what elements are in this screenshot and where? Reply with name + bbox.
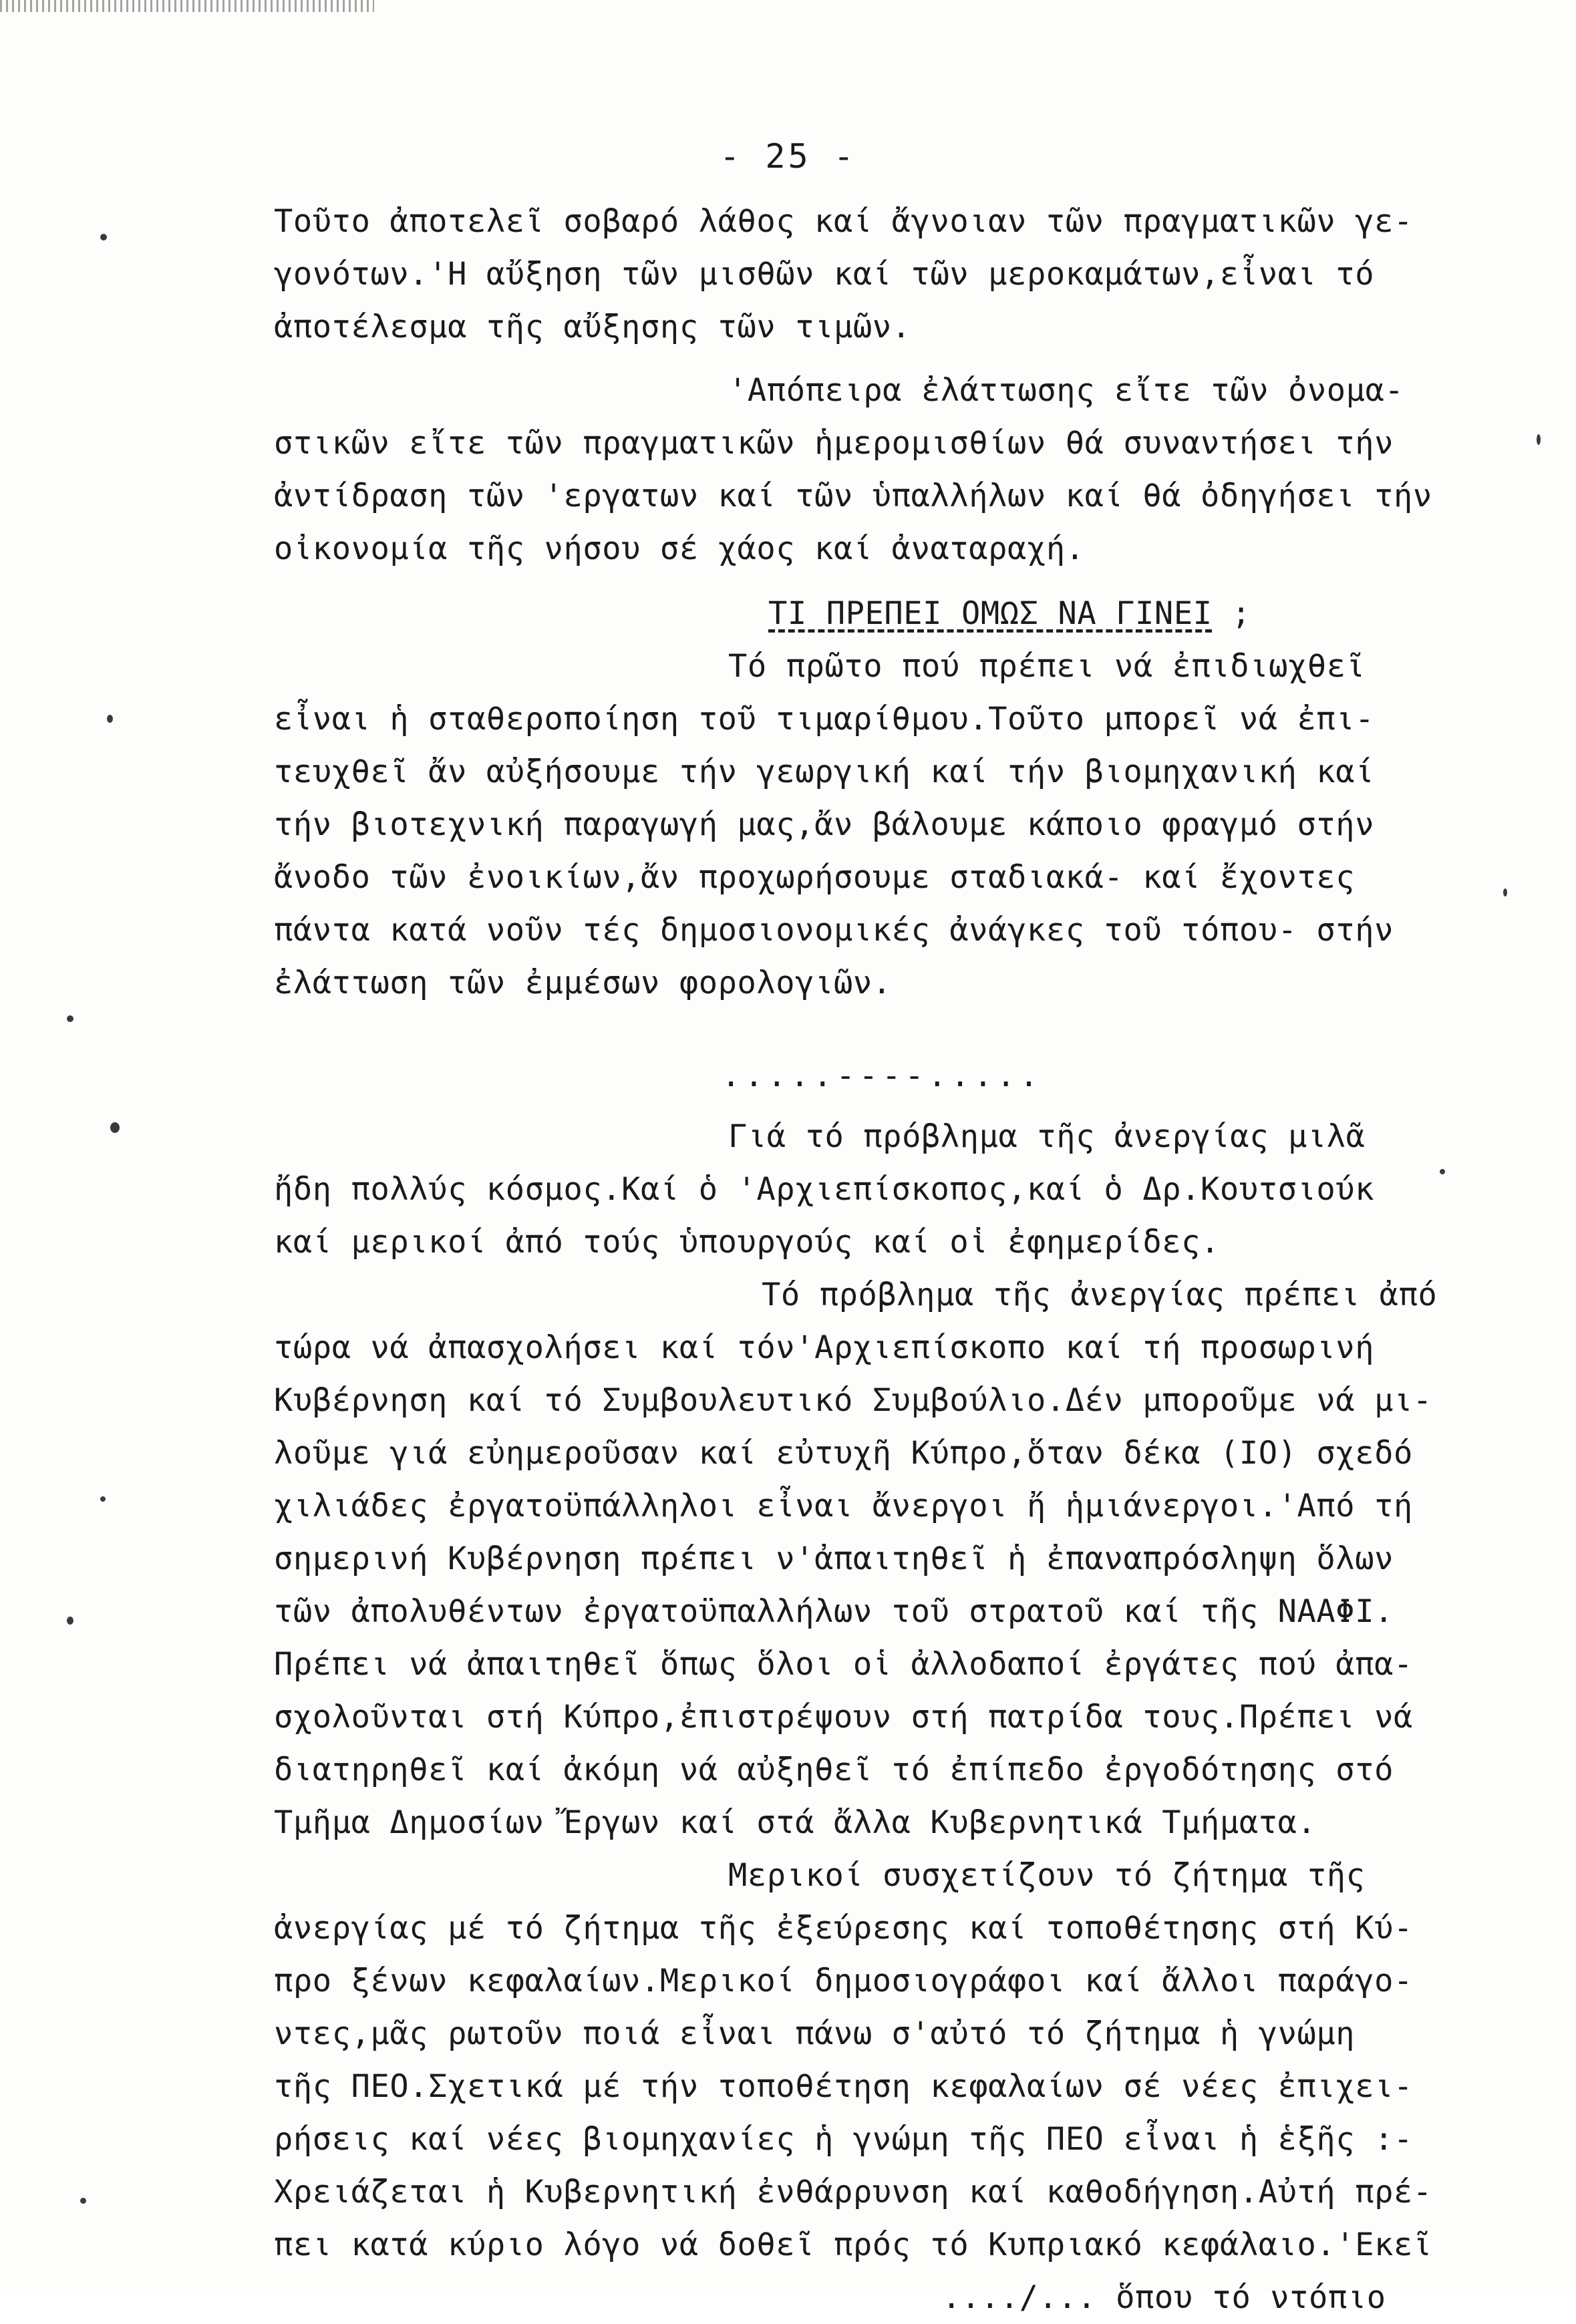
paragraph-first-line: Τό πρόβλημα τῆς ἀνεργίας πρέπει ἀπό (762, 1277, 1438, 1313)
body-line: καί μερικοί ἀπό τούς ὑπουργούς καί οἱ ἐφημερίδες. (274, 1224, 1220, 1261)
body-line: τώρα νά ἀπασχολήσει καί τόν'Αρχιεπίσκοπο καί τή προσωρινή (274, 1329, 1375, 1366)
body-line: προ ξένων κεφαλαίων.Μερικοί δημοσιογράφοι καί ἄλλοι παράγο- (274, 1963, 1413, 1999)
scan-speck (67, 1015, 73, 1022)
scan-speck (110, 1122, 120, 1133)
scan-speck (100, 234, 107, 240)
body-line: ντες,μᾶς ρωτοῦν ποιά εἶναι πάνω σ'αὐτό τό ζήτημα ἡ γνώμη (274, 2015, 1356, 2052)
section-heading (274, 587, 1476, 640)
body-line: ἄνοδο τῶν ἐνοικίων,ἄν προχωρήσουμε σταδιακά- καί ἔχοντες (274, 859, 1356, 896)
body-line: τήν βιοτεχνική παραγωγή μας,ἄν βάλουμε κάποιο φραγμό στήν (274, 806, 1375, 843)
body-line: γονότων.'Η αὔξηση τῶν μισθῶν καί τῶν μεροκαμάτων,εἶναι τό (274, 256, 1375, 293)
body-line: ρήσεις καί νέες βιομηχανίες ἡ γνώμη τῆς ΠΕΟ εἶναι ἡ ἑξῆς :- (274, 2121, 1413, 2158)
page-number: - 25 - (720, 137, 856, 176)
body-line: εἶναι ἡ σταθεροποίηση τοῦ τιμαρίθμου.Τοῦτο μπορεῖ νά ἐπι- (274, 701, 1375, 737)
paragraph-first-line: Μερικοί συσχετίζουν τό ζήτημα τῆς (728, 1857, 1366, 1894)
body-line: Τμῆμα Δημοσίων Ἔργων καί στά ἄλλα Κυβερνητικά Τμήματα. (274, 1804, 1317, 1841)
scan-speck (107, 715, 113, 723)
body-line: στικῶν εἴτε τῶν πραγματικῶν ἡμερομισθίων θά συναντήσει τήν (274, 425, 1394, 462)
scan-speck (1537, 434, 1541, 445)
scan-edge-noise (0, 0, 374, 12)
body-line: πάντα κατά νοῦν τές δημοσιονομικές ἀνάγκες τοῦ τόπου- στήν (274, 912, 1394, 949)
body-line: ἐλάττωση τῶν ἐμμέσων φορολογιῶν. (274, 965, 892, 1001)
body-line: οἰκονομία τῆς νήσου σέ χάος καί ἀναταραχή. (274, 530, 1085, 567)
body-line: ἤδη πολλύς κόσμος.Καί ὁ 'Αρχιεπίσκοπος,καί ὁ Δρ.Κουτσιούκ (274, 1171, 1375, 1208)
section-heading-text: ΤΙ ΠΡΕΠΕΙ ΟΜΩΣ ΝΑ ΓΙΝΕΙ (768, 595, 1213, 632)
scan-speck (100, 1496, 106, 1502)
body-line: Χρειάζεται ἡ Κυβερνητική ἐνθάρρυνση καί καθοδήγηση.Αὐτή πρέ- (274, 2174, 1432, 2210)
section-separator: .....----..... (722, 1057, 1043, 1094)
continuation-footer: ..../... ὅπου τό ντόπιο (942, 2279, 1386, 2316)
body-line: τευχθεῖ ἄν αὐξήσουμε τήν γεωργική καί τήν βιομηχανική καί (274, 754, 1375, 790)
body-line: σχολοῦνται στή Κύπρο,ἐπιστρέψουν στή πατρίδα τους.Πρέπει νά (274, 1699, 1413, 1735)
body-line: ἀνεργίας μέ τό ζήτημα τῆς ἐξεύρεσης καί τοποθέτησης στή Κύ- (274, 1910, 1413, 1947)
scan-speck (80, 2198, 86, 2204)
body-line: Πρέπει νά ἀπαιτηθεῖ ὅπως ὅλοι οἱ ἀλλοδαποί ἐργάτες πού ἀπα- (274, 1646, 1413, 1683)
section-heading-suffix: ; (1212, 595, 1251, 632)
body-line: χιλιάδες ἐργατοϋπάλληλοι εἶναι ἄνεργοι ἤ ἡμιάνεργοι.'Από τή (274, 1488, 1413, 1524)
paragraph-first-line: 'Απόπειρα ἐλάττωσης εἴτε τῶν ὀνομα- (728, 372, 1404, 409)
body-line: σημερινή Κυβέρνηση πρέπει ν'ἀπαιτηθεῖ ἡ ἐπαναπρόσληψη ὅλων (274, 1540, 1394, 1577)
body-line: πει κατά κύριο λόγο νά δοθεῖ πρός τό Κυπριακό κεφάλαιο.'Εκεῖ (274, 2226, 1432, 2263)
document-body (274, 195, 1476, 2324)
body-line: Κυβέρνηση καί τό Συμβουλευτικό Συμβούλιο.Δέν μποροῦμε νά μι- (274, 1382, 1432, 1419)
body-line: λοῦμε γιά εὐημεροῦσαν καί εὐτυχῆ Κύπρο,ὅταν δέκα (ΙΟ) σχεδό (274, 1435, 1413, 1472)
body-line: Τοῦτο ἀποτελεῖ σοβαρό λάθος καί ἄγνοιαν τῶν πραγματικῶν γε- (274, 203, 1413, 240)
scan-speck (67, 1617, 73, 1625)
paragraph-first-line: Τό πρῶτο πού πρέπει νά ἐπιδιωχθεῖ (728, 648, 1366, 685)
body-line: τῶν ἀπολυθέντων ἐργατοϋπαλλήλων τοῦ στρατοῦ καί τῆς ΝΑΑΦΙ. (274, 1593, 1394, 1630)
paragraph-first-line: Γιά τό πρόβλημα τῆς ἀνεργίας μιλᾶ (728, 1118, 1366, 1155)
body-line: ἀντίδραση τῶν 'εργατων καί τῶν ὑπαλλήλων καί θά ὀδηγήσει τήν (274, 478, 1432, 514)
body-line: τῆς ΠΕΟ.Σχετικά μέ τήν τοποθέτηση κεφαλαίων σέ νέες ἐπιχει- (274, 2068, 1413, 2105)
body-line: διατηρηθεῖ καί ἀκόμη νά αὐξηθεῖ τό ἐπίπεδο ἐργοδότησης στό (274, 1752, 1394, 1788)
body-line: ἀποτέλεσμα τῆς αὔξησης τῶν τιμῶν. (274, 309, 911, 345)
scan-speck (1503, 888, 1507, 896)
